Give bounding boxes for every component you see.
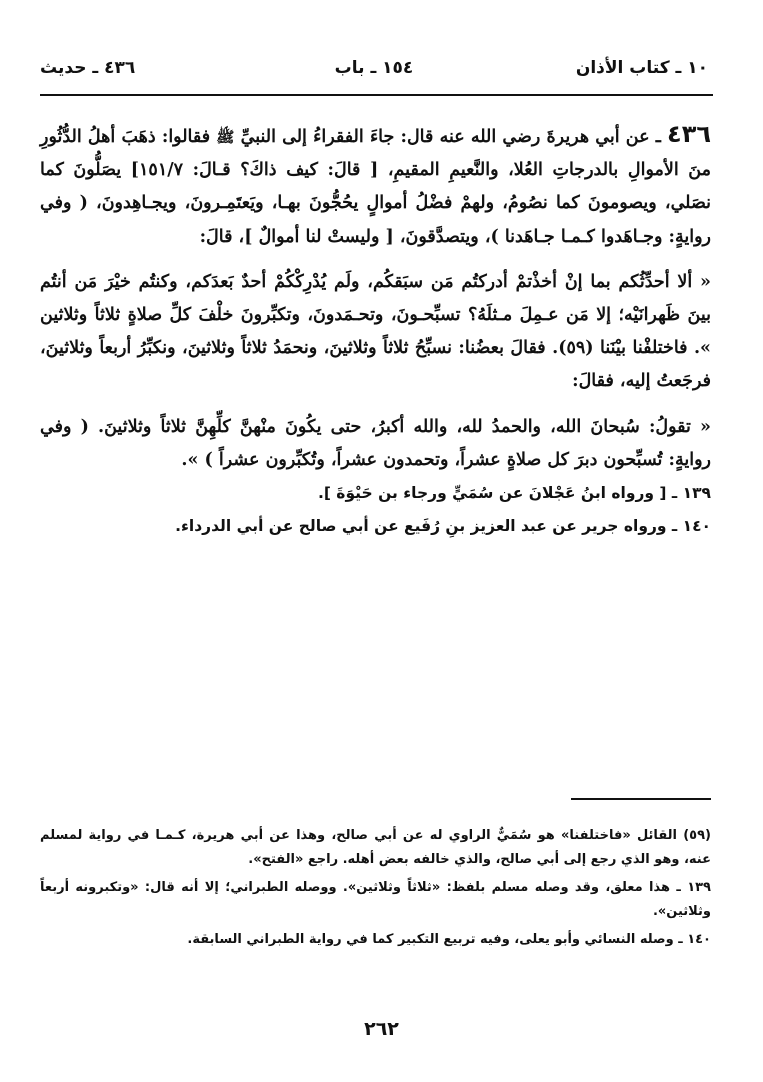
- hadith-opening: [40, 118, 711, 254]
- book-title: ١٠ ـ كتاب الأذان: [575, 58, 708, 78]
- hadith-text: فقالوا: ذهَبَ أهلُ الدُّثُورِ منَ الأموالِ بالدرجاتِ العُلا، والنَّعيمِ المقيمِ، [ قالَ: كيف ذاكَ؟ قـالَ: ١٥١/٧] يصَلُّونَ كما نصَلي، ويصومونَ كما نصُومُ، ولهمْ فضْلُ أموالٍ يحُجُّونَ بهـا، ويَعتَمِـرونَ، ويجـاهِدونَ، ( وفي روايةٍ: وجـاهَدوا كـمـا جـاهَدنا )، ويتصدَّقونَ، [ وليستْ لنا أموالٌ ]، قالَ:: [40, 127, 711, 247]
- chapter-title: ١٥٤ ـ باب: [334, 58, 414, 78]
- header-divider: [40, 94, 713, 96]
- footnotes: [40, 824, 711, 956]
- prophet-quote: « ألا أحدِّثُكم بما إنْ أخذْتمْ أدركتُم مَن سبَقكُم، ولَم يُدْرِكْكُمْ أحدٌ بَعدَكم، وكنتُم خيْرَ مَن أنتُم بينَ ظَهرانَيْه؛ إلا مَن عـمِلَ مـثلَهُ؟ تسبِّحـونَ، وتحـمَدونَ، وتكبِّرونَ خلْفَ كلِّ صلاةٍ ثلاثاً وثلاثين ». فاختلفْنا بيْنَنا (٥٩). فقالَ بعضُنا: نسبِّحُ ثلاثاً وثلاثينَ، ونحمَدُ ثلاثاً وثلاثينَ، ونكبِّرُ أربعاً وثلاثينَ، فرجَعتُ إليه، فقالَ:: [40, 271, 711, 392]
- hadith-body: [40, 118, 711, 543]
- hadith-intro: ـ عن أبي هريرةَ رضي الله عنه قال: جاءَ الفقراءُ إلى النبيِّ: [240, 127, 661, 147]
- narration-139: ١٣٩ ـ [ ورواه ابنُ عَجْلانَ عن سُمَيٍّ ورجاء بن حَيْوَةَ ].: [317, 484, 711, 503]
- salutation-symbol: ﷺ: [216, 128, 235, 146]
- footnote-139: ١٣٩ ـ هذا معلق، وقد وصله مسلم بلفظ: «ثلاثاً وثلاثين». ووصله الطبراني؛ إلا أنه قال: «وتكبرونه أربعاً وثلاثين».: [40, 880, 711, 919]
- tasbih-saying: « تقولُ: سُبحانَ الله، والحمدُ لله، والله أكبرُ، حتى يكُونَ منْهنَّ كلِّهِنَّ ثلاثاً وثلاثينَ. ( وفي روايةٍ: تُسبِّحون دبرَ كل صلاةٍ عشراً، وتحمدون عشراً، وتُكبِّرون عشراً ) ».: [40, 416, 711, 470]
- hadith-number: ٤٣٦: [667, 120, 711, 148]
- page-number: ٢٦٢: [364, 1018, 399, 1040]
- footnote-59: (٥٩) القائل «فاختلفنا» هو سُمَيٌّ الراوي له عن أبي صالح، وهذا عن أبي هريرة، كـمـا في رواية لمسلم عنه، وهو الذي رجع إلى أبي صالح، والذي خالفه بعض أهله. راجع «الفتح».: [40, 828, 711, 867]
- page-header: [40, 48, 708, 88]
- hadith-label: ٤٣٦ ـ حديث: [40, 58, 136, 78]
- narration-140: ١٤٠ ـ ورواه جرير عن عبد العزيز بنِ رُفَيع عن أبي صالح عن أبي الدرداء.: [175, 517, 711, 536]
- footnote-divider: [571, 798, 711, 800]
- footnote-140: ١٤٠ ـ وصله النسائي وأبو يعلى، وفيه تربيع التكبير كما في رواية الطبراني السابقة.: [187, 932, 711, 947]
